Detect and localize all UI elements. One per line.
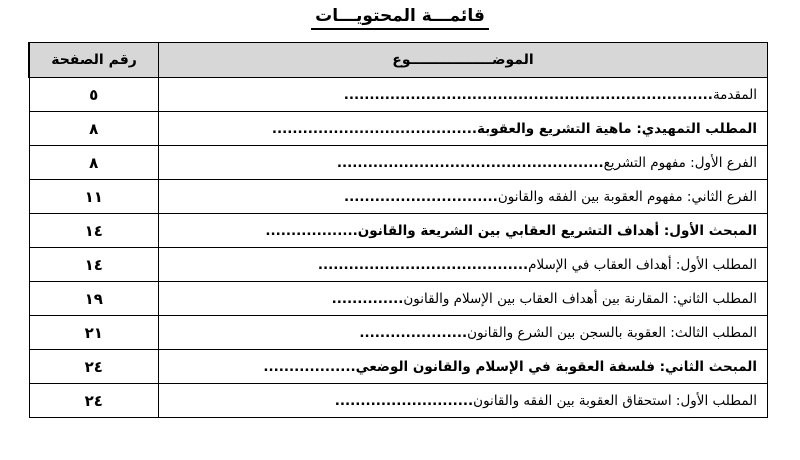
toc-entry-subject xyxy=(159,78,768,112)
toc-row xyxy=(29,146,768,180)
toc-entry-label: الفرع الأول: مفهوم التشريع xyxy=(603,154,757,171)
toc-row xyxy=(29,214,768,248)
toc-leader-dots: .................. xyxy=(265,222,358,239)
toc-entry-page-number: ١٤ xyxy=(29,248,159,282)
toc-leader-dots: ........................... xyxy=(334,392,474,409)
toc-entry-label: المطلب التمهيدي: ماهية التشريع والعقوبة xyxy=(476,120,757,137)
toc-entry-label: المقدمة xyxy=(712,86,757,103)
toc-entry-subject xyxy=(159,248,768,282)
toc-entry-page-number: ١٩ xyxy=(29,282,159,316)
toc-leader-dots: ..................... xyxy=(359,324,468,341)
toc-entry-subject xyxy=(159,146,768,180)
toc-entry-label: المطلب الثاني: المقارنة بين أهداف العقاب بين الإسلام والقانون xyxy=(403,290,757,307)
toc-entry-page-number: ٢١ xyxy=(29,316,159,350)
toc-entry-page-number: ٥ xyxy=(29,78,159,112)
toc-leader-dots: .............. xyxy=(331,290,404,307)
toc-entry-subject xyxy=(159,350,768,384)
toc-row xyxy=(29,350,768,384)
toc-row xyxy=(29,180,768,214)
toc-table xyxy=(28,42,768,418)
toc-entry-subject xyxy=(159,384,768,418)
toc-entry-label: المطلب الثالث: العقوبة بالسجن بين الشرع والقانون xyxy=(467,324,757,341)
toc-row xyxy=(29,316,768,350)
toc-entry-page-number: ٨ xyxy=(29,112,159,146)
toc-entry-subject xyxy=(159,180,768,214)
toc-entry-page-number: ١١ xyxy=(29,180,159,214)
toc-leader-dots: .............................. xyxy=(343,188,498,205)
toc-entry-subject xyxy=(159,214,768,248)
toc-body xyxy=(29,78,768,418)
toc-row xyxy=(29,78,768,112)
toc-row xyxy=(29,112,768,146)
toc-leader-dots: .................. xyxy=(263,358,356,375)
toc-leader-dots: .................................................... xyxy=(336,154,604,171)
toc-row xyxy=(29,384,768,418)
toc-entry-page-number: ٨ xyxy=(29,146,159,180)
toc-header-row xyxy=(29,43,768,78)
toc-entry-subject xyxy=(159,316,768,350)
toc-entry-label: المطلب الأول: أهداف العقاب في الإسلام xyxy=(528,256,757,273)
toc-entry-label: المبحث الثاني: فلسفة العقوبة في الإسلام والقانون الوضعي xyxy=(355,358,757,375)
toc-entry-subject xyxy=(159,112,768,146)
page-title: قائمـــة المحتويـــات xyxy=(0,6,800,26)
toc-row xyxy=(29,248,768,282)
toc-entry-page-number: ١٤ xyxy=(29,214,159,248)
toc-entry-page-number: ٢٤ xyxy=(29,350,159,384)
toc-entry-label: المطلب الأول: استحقاق العقوبة بين الفقه والقانون xyxy=(473,392,757,409)
page-column-header: رقم الصفحة xyxy=(29,43,159,78)
toc-entry-page-number: ٢٤ xyxy=(29,384,159,418)
subject-column-header: الموضـــــــــــــــــوع xyxy=(159,43,768,78)
toc-entry-subject xyxy=(159,282,768,316)
toc-leader-dots: ........................................................................ xyxy=(343,86,713,103)
toc-leader-dots: ......................................... xyxy=(317,256,529,273)
toc-entry-label: المبحث الأول: أهداف التشريع العقابي بين الشريعة والقانون xyxy=(357,222,757,239)
toc-row xyxy=(29,282,768,316)
toc-leader-dots: ........................................ xyxy=(271,120,477,137)
toc-entry-label: الفرع الثاني: مفهوم العقوبة بين الفقه والقانون xyxy=(497,188,757,205)
